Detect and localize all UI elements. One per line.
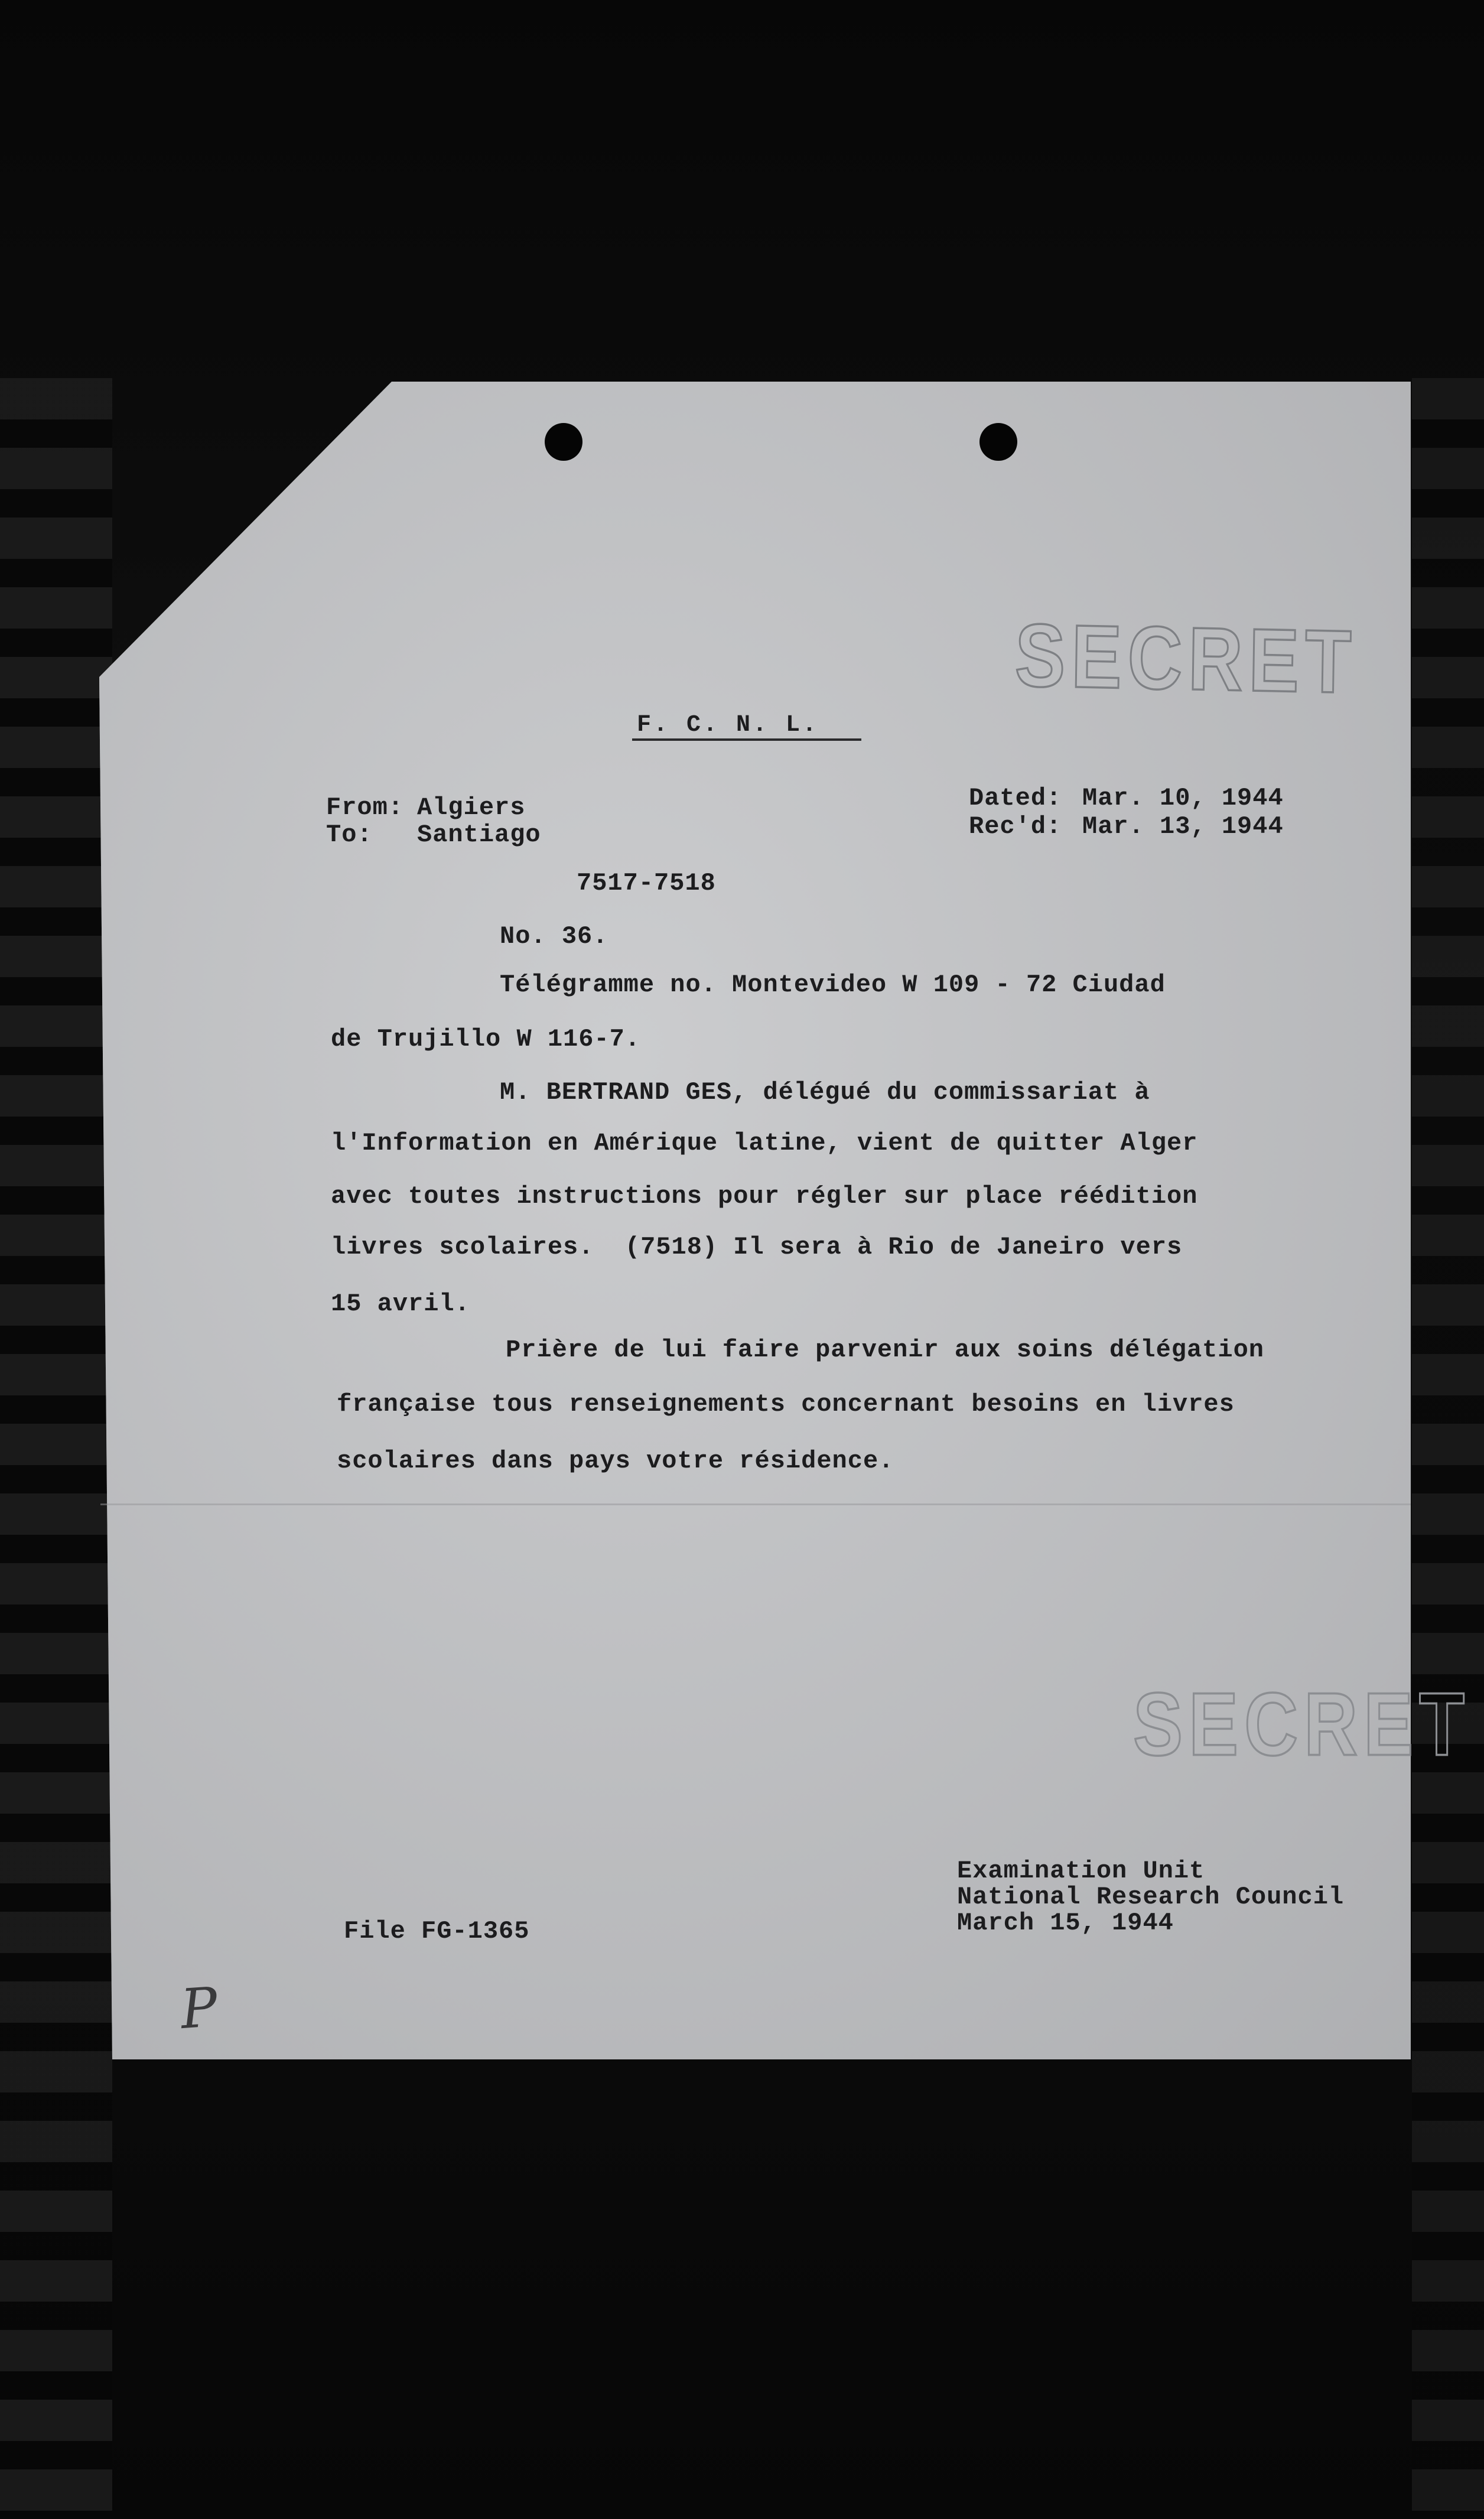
message-serial: 7517-7518 xyxy=(577,869,716,897)
examination-unit-line: March 15, 1944 xyxy=(957,1909,1174,1937)
message-line: livres scolaires. (7518) Il sera à Rio de Janeiro vers xyxy=(331,1233,1183,1261)
handwritten-mark: P xyxy=(178,1975,220,2042)
document-title: F. C. N. L. xyxy=(637,712,819,738)
title-underline xyxy=(632,738,861,741)
message-number: No. 36. xyxy=(500,922,608,951)
punch-hole-right xyxy=(979,423,1017,461)
message-line: l'Information en Amérique latine, vient de quitter Alger xyxy=(331,1129,1198,1157)
message-line: 15 avril. xyxy=(331,1290,470,1318)
examination-unit-line: National Research Council xyxy=(957,1883,1345,1911)
page-fold-line xyxy=(100,1503,1411,1505)
dated-label: Dated: xyxy=(969,784,1062,812)
message-line: M. BERTRAND GES, délégué du commissariat à xyxy=(500,1078,1150,1106)
to-value: Santiago xyxy=(417,821,541,849)
secret-stamp-bottom: SECRET xyxy=(1133,1674,1471,1774)
file-reference: File FG-1365 xyxy=(344,1917,530,1945)
from-value: Algiers xyxy=(417,793,526,822)
recd-value: Mar. 13, 1944 xyxy=(1082,812,1284,841)
punch-hole-left xyxy=(545,423,582,461)
dated-value: Mar. 10, 1944 xyxy=(1082,784,1284,812)
message-line: Télégramme no. Montevideo W 109 - 72 Ciudad xyxy=(500,971,1166,999)
message-line: avec toutes instructions pour régler sur place réédition xyxy=(331,1182,1198,1210)
examination-unit-line: Examination Unit xyxy=(957,1857,1205,1885)
message-line: française tous renseignements concernant besoins en livres xyxy=(337,1390,1235,1418)
secret-stamp-top: SECRET xyxy=(1014,606,1358,712)
film-edge-right xyxy=(1412,378,1484,2519)
from-label: From: xyxy=(326,793,404,822)
film-edge-left xyxy=(0,378,112,2519)
to-label: To: xyxy=(326,821,373,849)
recd-label: Rec'd: xyxy=(969,812,1062,841)
message-line: scolaires dans pays votre résidence. xyxy=(337,1447,894,1475)
message-line: de Trujillo W 116-7. xyxy=(331,1025,641,1053)
message-line: Prière de lui faire parvenir aux soins délégation xyxy=(506,1336,1265,1364)
